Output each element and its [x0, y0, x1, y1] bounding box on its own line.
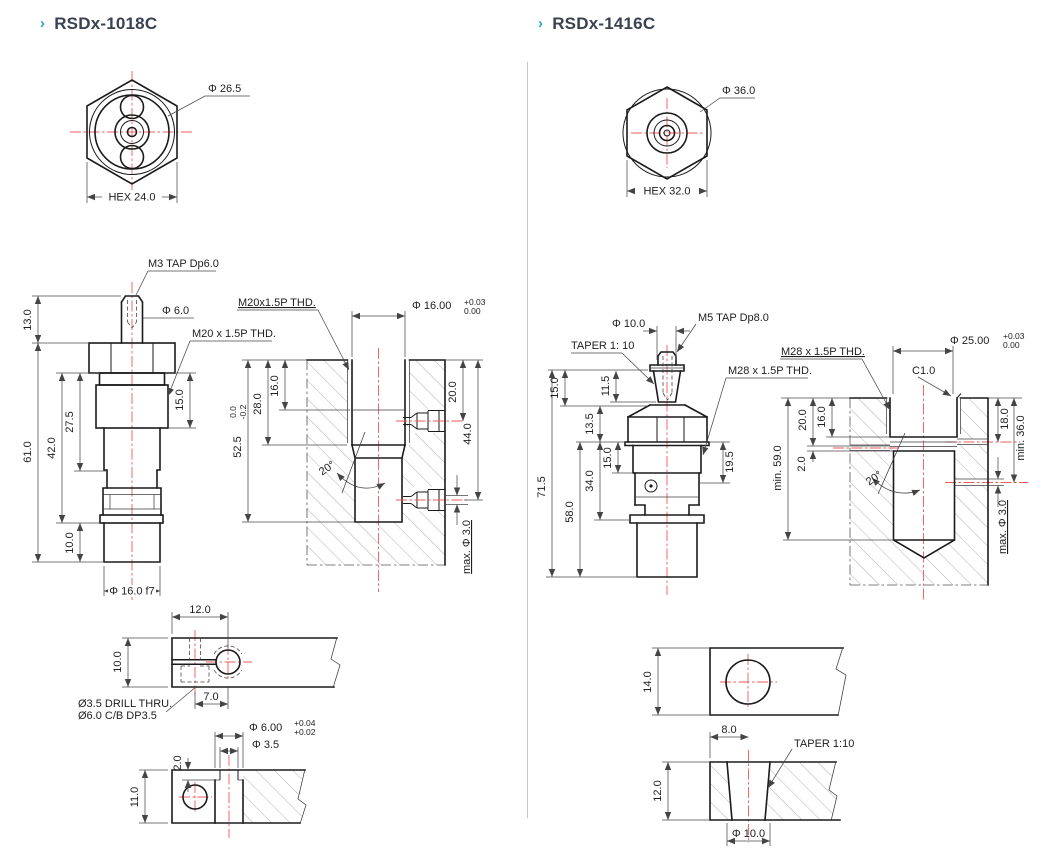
model-name-left: RSDx-1018C [54, 14, 158, 33]
left-hole-section-linework [139, 732, 306, 838]
label-m5-tap: M5 TAP Dp8.0 [698, 312, 769, 324]
dim-hex-24: HEX 24.0 [108, 191, 156, 204]
side-port [396, 490, 470, 511]
dim-11-5: 11.5 [600, 375, 612, 397]
note-counterbore: Ø6.0 C/B DP3.5 [78, 710, 157, 722]
dim-dia-10-bottom: Φ 10.0 [731, 828, 766, 840]
dim-27-5: 27.5 [64, 411, 76, 433]
label-m3-tap: M3 TAP Dp6.0 [148, 258, 219, 270]
dim-max-dia-3: max. Φ 3.0 [461, 519, 473, 575]
dim-dia-26-5: Φ 26.5 [208, 83, 242, 95]
dim-71-5: 71.5 [536, 476, 548, 498]
dim-16: 16.0 [269, 375, 281, 397]
dim-dia-36: Φ 36.0 [722, 85, 756, 97]
right-top-view-linework [623, 87, 755, 197]
label-taper-1-10: TAPER 1:10 [794, 738, 855, 750]
dim-20: 20.0 [447, 381, 459, 403]
tol-upper: +0.03 [1003, 331, 1025, 341]
dim-dia-6: Φ 6.0 [162, 305, 190, 317]
dim-58: 58.0 [564, 501, 576, 523]
label-m28-thread: M28 x 1.5P THD. [728, 365, 812, 377]
dim-min-59: min. 59.0 [772, 445, 784, 491]
label-taper: TAPER 1: 10 [571, 340, 635, 352]
note-drill: Ø3.5 DRILL THRU. [78, 698, 173, 710]
dim-2: 2.0 [796, 456, 808, 472]
dim-dia-6-00: Φ 6.00 [249, 722, 283, 734]
dim-dia-3-5: Φ 3.5 [252, 739, 280, 751]
tol-lower: 0.00 [1003, 340, 1020, 350]
dim-52-5: 52.5 [232, 436, 244, 458]
tol-52-upper: 0.0 [228, 406, 238, 418]
model-name-right: RSDx-1416C [552, 14, 656, 33]
label-c1: C1.0 [912, 365, 936, 377]
dim-dia-16-f7: Φ 16.0 f7 [109, 585, 155, 598]
chevron-icon: › [538, 14, 544, 32]
tol-lower: 0.00 [464, 306, 481, 316]
dim-16: 16.0 [816, 406, 828, 428]
label-m20-thread-sec: M20x1.5P THD. [238, 297, 316, 309]
dim-max-dia-3: max. Φ 3.0 [997, 499, 1009, 555]
dim-42: 42.0 [46, 437, 58, 459]
right-hole-section-view [652, 724, 854, 846]
dim-7: 7.0 [203, 691, 219, 703]
dim-44: 44.0 [462, 423, 474, 445]
tol-lower: +0.02 [294, 727, 316, 737]
dim-hex-32: HEX 32.0 [643, 185, 691, 198]
dim-dia-16-00: Φ 16.00 [412, 300, 452, 312]
dim-14: 14.0 [642, 671, 654, 693]
label-m20-thread: M20 x 1.5P THD. [192, 328, 276, 340]
dim-10-plate: 10.0 [112, 651, 124, 673]
tol-52-lower: -0.2 [238, 404, 248, 420]
dim-12: 12.0 [189, 604, 211, 616]
dim-18: 18.0 [999, 408, 1011, 430]
right-plate-view [642, 647, 846, 716]
dim-2: 2.0 [172, 755, 184, 771]
right-section-linework [780, 346, 1028, 600]
tol-upper: +0.04 [294, 718, 316, 728]
dim-12: 12.0 [652, 780, 664, 802]
dim-15: 15.0 [174, 389, 186, 411]
left-hole-section-view [129, 718, 316, 838]
left-plate-view [78, 604, 340, 722]
left-side-view [22, 258, 276, 600]
dim-11: 11.0 [129, 786, 141, 808]
dim-min-36: min. 36.0 [1015, 415, 1027, 461]
dim-dia-10: Φ 10.0 [612, 318, 646, 330]
dim-13: 13.0 [22, 309, 34, 331]
left-plate-linework [122, 612, 340, 712]
label-m28-thread-sec: M28 x 1.5P THD. [781, 346, 865, 358]
dim-28: 28.0 [252, 393, 264, 415]
dim-34: 34.0 [584, 470, 596, 492]
dim-10: 10.0 [64, 532, 76, 554]
dim-15b: 15.0 [602, 447, 614, 469]
dim-angle-20: 20° [317, 458, 338, 479]
dim-13-5: 13.5 [584, 413, 596, 435]
left-section-linework [237, 310, 483, 592]
dim-8: 8.0 [721, 724, 737, 736]
right-side-view [536, 312, 812, 595]
left-top-view [70, 71, 250, 204]
dim-angle-20: 20° [864, 468, 885, 489]
right-top-view [623, 85, 755, 198]
dim-dia-25-00: Φ 25.00 [950, 335, 990, 347]
dim-61: 61.0 [22, 441, 34, 463]
chevron-icon: › [40, 14, 46, 32]
dim-19-5: 19.5 [724, 451, 736, 473]
right-plate-linework [652, 647, 846, 716]
tol-upper: +0.03 [464, 297, 486, 307]
dim-15a: 15.0 [549, 377, 561, 399]
dim-20: 20.0 [797, 409, 809, 431]
